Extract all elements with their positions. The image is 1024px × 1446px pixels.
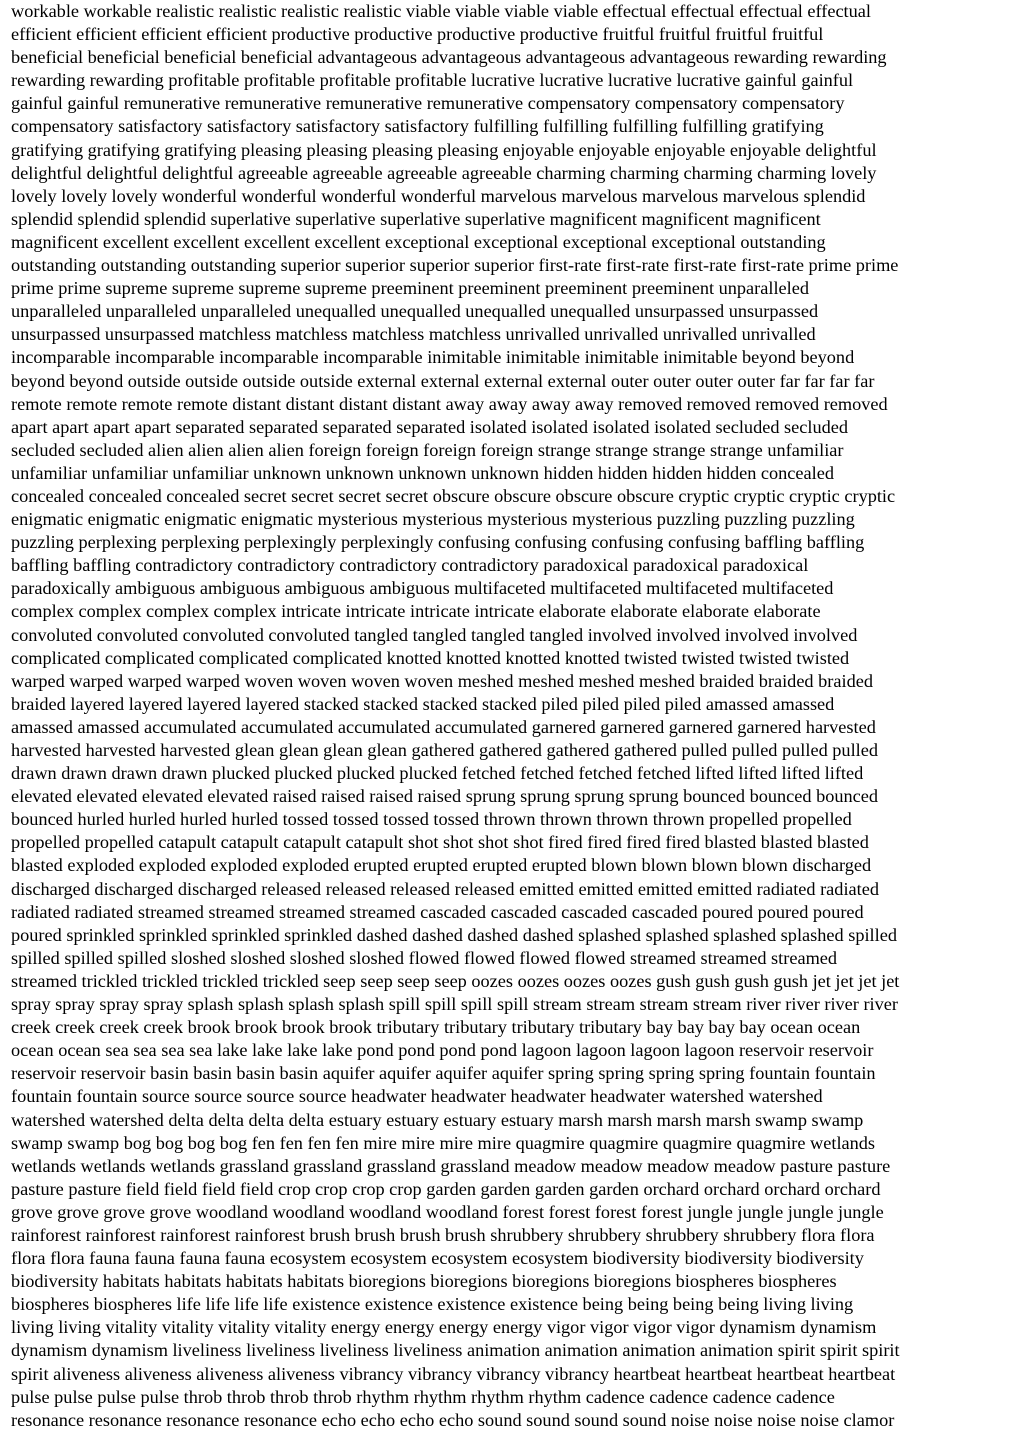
- document-body: [11, 0, 1017, 1432]
- text-line: lovely lovely lovely wonderful wonderful wonderful wonderful marvelous marvelous marvelous marvelous splendid: [11, 185, 866, 206]
- text-line: blasted exploded exploded exploded exploded erupted erupted erupted erupted blown blown blown blown discharged: [11, 855, 872, 876]
- text-line: apart apart apart apart separated separated separated separated isolated isolated isolated isolated secluded secluded: [11, 416, 848, 437]
- text-line: paradoxically ambiguous ambiguous ambiguous ambiguous multifaceted multifaceted multifaceted multifaceted: [11, 578, 834, 599]
- text-line: dynamism dynamism liveliness liveliness liveliness liveliness animation animation animation animation spirit spirit spirit: [11, 1340, 900, 1361]
- text-line: magnificent excellent excellent excellent excellent exceptional exceptional exceptional exceptional outstanding: [11, 231, 826, 252]
- text-line: watershed watershed delta delta delta delta estuary estuary estuary estuary marsh marsh marsh marsh swamp swamp: [11, 1109, 864, 1130]
- text-line: unparalleled unparalleled unparalleled unequalled unequalled unequalled unequalled unsurpassed unsurpassed: [11, 301, 819, 322]
- text-line: pasture pasture field field field field crop crop crop crop garden garden garden garden orchard orchard orchard orchard: [11, 1178, 881, 1199]
- text-line: beyond beyond outside outside outside outside external external external external outer outer outer outer far far far far: [11, 370, 875, 391]
- text-line: concealed concealed concealed secret secret secret secret obscure obscure obscure obscure cryptic cryptic cryptic cryptic: [11, 485, 896, 506]
- text-line: gainful gainful remunerative remunerative remunerative remunerative compensatory compensatory compensatory: [11, 93, 845, 114]
- text-line: puzzling perplexing perplexing perplexingly perplexingly confusing confusing confusing confusing baffling baffling: [11, 532, 865, 553]
- text-line: fountain fountain source source source source headwater headwater headwater headwater watershed watershed: [11, 1086, 823, 1107]
- text-line: spilled spilled spilled sloshed sloshed sloshed sloshed flowed flowed flowed flowed streamed streamed streamed: [11, 947, 838, 968]
- text-line: poured sprinkled sprinkled sprinkled sprinkled dashed dashed dashed dashed splashed splashed splashed splashed spilled: [11, 924, 897, 945]
- text-line: outstanding outstanding outstanding superior superior superior superior first-rate first-rate first-rate first-rate prime prime: [11, 255, 899, 276]
- text-line: living living vitality vitality vitality vitality energy energy energy energy vigor vigor vigor vigor dynamism dynamism: [11, 1317, 877, 1338]
- text-line: pulse pulse pulse pulse throb throb throb throb rhythm rhythm rhythm rhythm cadence cadence cadence cadence: [11, 1386, 835, 1407]
- text-line: biodiversity habitats habitats habitats habitats bioregions bioregions bioregions bioregions biospheres biospheres: [11, 1271, 837, 1292]
- text-line: reservoir reservoir basin basin basin basin aquifer aquifer aquifer aquifer spring spring spring spring fountain fountain: [11, 1063, 876, 1084]
- text-line: drawn drawn drawn drawn plucked plucked plucked plucked fetched fetched fetched fetched lifted lifted lifted lifted: [11, 763, 864, 784]
- text-line: unfamiliar unfamiliar unfamiliar unknown unknown unknown unknown hidden hidden hidden hidden concealed: [11, 462, 834, 483]
- text-line: spirit aliveness aliveness aliveness aliveness vibrancy vibrancy vibrancy vibrancy heartbeat heartbeat heartbeat heartbeat: [11, 1363, 896, 1384]
- text-line: secluded secluded alien alien alien alien foreign foreign foreign foreign strange strange strange strange unfamiliar: [11, 439, 844, 460]
- text-line: ocean ocean sea sea sea sea lake lake lake lake pond pond pond pond lagoon lagoon lagoon lagoon reservoir reservoir: [11, 1040, 874, 1061]
- text-line: rewarding rewarding profitable profitable profitable profitable lucrative lucrative lucrative lucrative gainful gainful: [11, 70, 854, 91]
- text-line: prime prime supreme supreme supreme supreme preeminent preeminent preeminent preeminent unparalleled: [11, 278, 809, 299]
- text-line: compensatory satisfactory satisfactory satisfactory satisfactory fulfilling fulfilling fulfilling fulfilling gratifying: [11, 116, 824, 137]
- text-line: complicated complicated complicated complicated knotted knotted knotted knotted twisted twisted twisted twisted: [11, 647, 850, 668]
- text-line: splendid splendid splendid superlative superlative superlative superlative magnificent magnificent magnificent: [11, 208, 821, 229]
- text-line: streamed trickled trickled trickled trickled seep seep seep seep oozes oozes oozes oozes gush gush gush gush jet jet jet jet: [11, 970, 900, 991]
- text-line: spray spray spray spray splash splash splash splash spill spill spill spill stream stream stream stream river river river river: [11, 994, 898, 1015]
- text-line: radiated radiated streamed streamed streamed streamed cascaded cascaded cascaded cascaded poured poured poured: [11, 901, 864, 922]
- text-line: wetlands wetlands wetlands grassland grassland grassland grassland meadow meadow meadow meadow pasture pasture: [11, 1155, 891, 1176]
- text-line: flora flora fauna fauna fauna fauna ecosystem ecosystem ecosystem ecosystem biodiversity biodiversity biodiversity: [11, 1248, 864, 1269]
- text-line: enigmatic enigmatic enigmatic enigmatic mysterious mysterious mysterious mysterious puzzling puzzling puzzling: [11, 509, 855, 530]
- text-line: complex complex complex complex intricate intricate intricate intricate elaborate elaborate elaborate elaborate: [11, 601, 821, 622]
- text-line: elevated elevated elevated elevated raised raised raised raised sprung sprung sprung sprung bounced bounced bounced: [11, 786, 879, 807]
- text-line: creek creek creek creek brook brook brook brook tributary tributary tributary tributary bay bay bay bay ocean ocean: [11, 1017, 861, 1038]
- text-line: workable workable realistic realistic realistic realistic viable viable viable viable effectual effectual effectual effectual: [11, 1, 871, 21]
- text-line: delightful delightful delightful agreeable agreeable agreeable agreeable charming charming charming charming lovely: [11, 162, 877, 183]
- text-line: remote remote remote remote distant distant distant distant away away away away removed removed removed removed: [11, 393, 888, 414]
- text-line: amassed amassed accumulated accumulated accumulated accumulated garnered garnered garnered garnered harvested: [11, 716, 876, 737]
- text-line: resonance resonance resonance resonance echo echo echo echo sound sound sound sound noise noise noise noise clamor: [11, 1409, 895, 1430]
- text-line: discharged discharged discharged released released released released emitted emitted emitted emitted radiated radiated: [11, 878, 879, 899]
- text-line: swamp swamp bog bog bog bog fen fen fen fen mire mire mire mire quagmire quagmire quagmire quagmire wetlands: [11, 1132, 876, 1153]
- text-line: grove grove grove grove woodland woodland woodland woodland forest forest forest forest jungle jungle jungle jungle: [11, 1201, 884, 1222]
- text-line: incomparable incomparable incomparable incomparable inimitable inimitable inimitable inimitable beyond beyond: [11, 347, 855, 368]
- text-line: beneficial beneficial beneficial beneficial advantageous advantageous advantageous advantageous rewarding rewarding: [11, 47, 887, 68]
- text-line: convoluted convoluted convoluted convoluted tangled tangled tangled tangled involved involved involved involved: [11, 624, 858, 645]
- text-line: warped warped warped warped woven woven woven woven meshed meshed meshed meshed braided braided braided: [11, 670, 873, 691]
- text-line: harvested harvested harvested glean glean glean glean gathered gathered gathered gathered pulled pulled pulled pulled: [11, 740, 878, 760]
- text-line: baffling baffling contradictory contradictory contradictory contradictory paradoxical paradoxical paradoxical: [11, 555, 809, 576]
- text-line: biospheres biospheres life life life life existence existence existence existence being being being being living living: [11, 1294, 854, 1315]
- text-line: rainforest rainforest rainforest rainforest brush brush brush brush shrubbery shrubbery shrubbery shrubbery flora flora: [11, 1224, 875, 1245]
- text-line: propelled propelled catapult catapult catapult catapult shot shot shot shot fired fired fired fired blasted blasted blasted: [11, 832, 869, 853]
- text-line: unsurpassed unsurpassed matchless matchless matchless matchless unrivalled unrivalled unrivalled unrivalled: [11, 324, 816, 345]
- text-line: efficient efficient efficient efficient productive productive productive productive fruitful fruitful fruitful fruitful: [11, 24, 824, 45]
- text-line: braided layered layered layered layered stacked stacked stacked stacked piled piled piled piled amassed amassed: [11, 693, 835, 714]
- text-line: gratifying gratifying gratifying pleasing pleasing pleasing pleasing enjoyable enjoyable enjoyable enjoyable delightful: [11, 139, 877, 160]
- text-line: bounced hurled hurled hurled hurled tossed tossed tossed tossed thrown thrown thrown thrown propelled propelled: [11, 809, 852, 830]
